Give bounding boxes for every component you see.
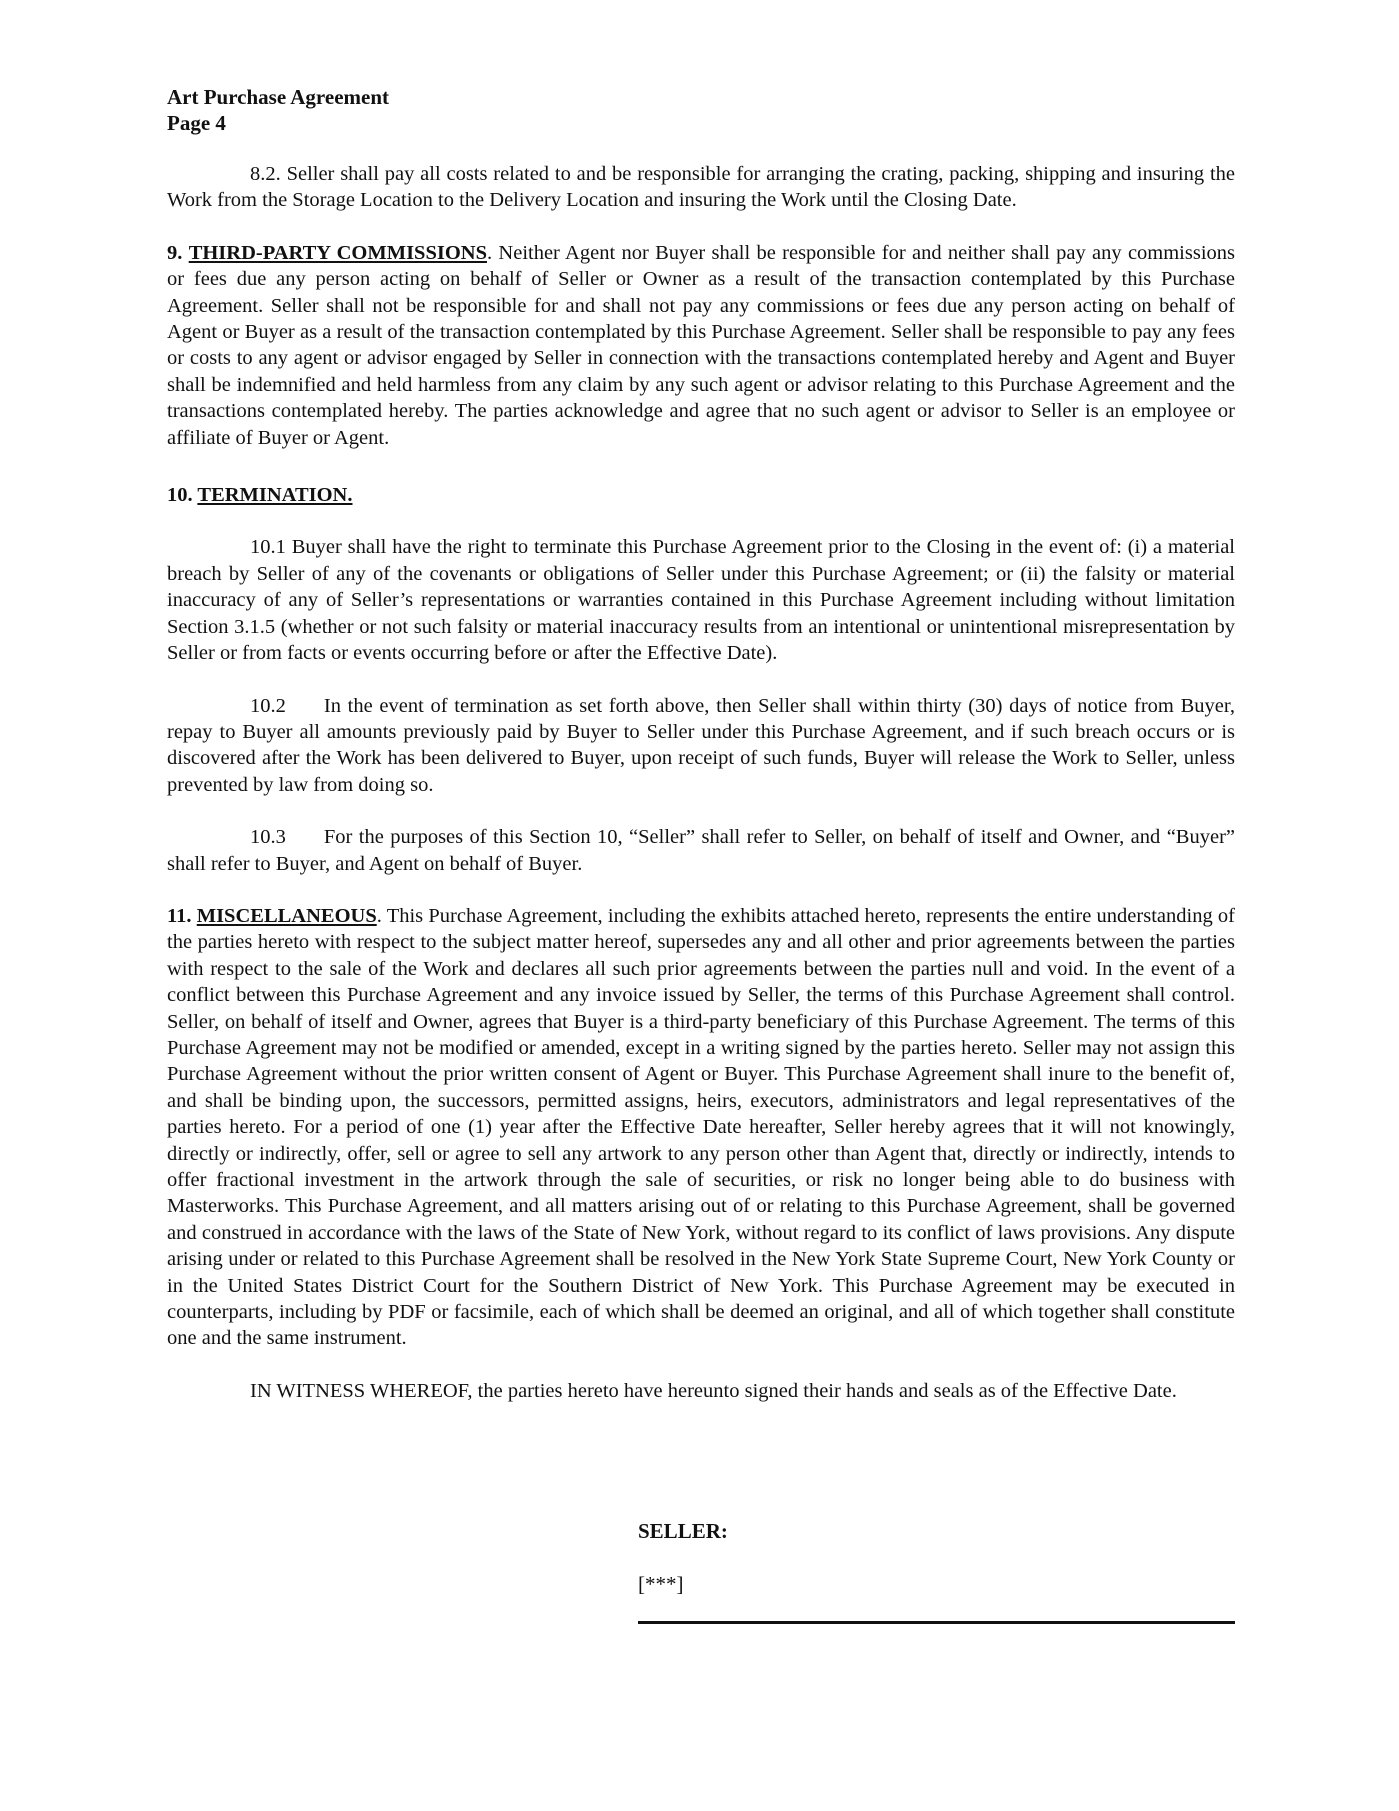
section-10-3-number: 10.3 [250,826,286,849]
witness-paragraph: IN WITNESS WHEREOF, the parties hereto have hereunto signed their hands and seals as of the Effective Date. [250,1379,1177,1402]
section-10-2-number: 10.2 [250,694,286,717]
section-10-2-paragraph [167,693,1235,799]
section-10-title: TERMINATION. [197,484,353,507]
section-8-2-paragraph: 8.2. Seller shall pay all costs related to and be responsible for arranging the crating, packing, shipping and insuring the Work from the Storage Location to the Delivery Location and insuring the Work until the Closing Date. [167,163,1235,212]
seller-label: SELLER: [638,1519,728,1543]
section-11-title: MISCELLANEOUS [196,904,377,927]
section-9-title: THIRD-PARTY COMMISSIONS [188,241,487,264]
section-11-number: 11. [167,904,192,927]
document-title: Art Purchase Agreement [167,85,389,109]
section-10-1-paragraph: 10.1 Buyer shall have the right to terminate this Purchase Agreement prior to the Closing in the event of: (i) a material breach by Seller of any of the covenants or obligations of Seller under this Purchase Agreement; or (ii) the falsity or material inaccuracy of any of Seller’s representations or warranties contained in this Purchase Agreement including without limitation Section 3.1.5 (whether or not such falsity or material inaccuracy results from an intentional or unintentional misrepresentation by Seller or from facts or events occurring before or after the Effective Date). [167,536,1235,665]
section-10-number: 10. [167,484,193,507]
section-9-text: . Neither Agent nor Buyer shall be responsible for and neither shall pay any commissions or fees due any person acting on behalf of Seller or Owner as a result of the transaction contemplated by this Purchase Agreement. Seller shall not be responsible for and shall not pay any commissions or fees due any person acting on behalf of Agent or Buyer as a result of the transaction contemplated by this Purchase Agreement. Seller shall be responsible to pay any fees or costs to any agent or advisor engaged by Seller in connection with the transactions contemplated hereby and Agent and Buyer shall be indemnified and held harmless from any claim by any such agent or advisor relating to this Purchase Agreement and the transactions contemplated hereby. The parties acknowledge and agree that no such agent or advisor to Seller is an employee or affiliate of Buyer or Agent. [167,241,1236,449]
section-9-paragraph [167,240,1235,451]
section-10-3-text: For the purposes of this Section 10, “Seller” shall refer to Seller, on behalf of itself and Owner, and “Buyer” shall refer to Buyer, and Agent on behalf of Buyer. [167,826,1235,875]
section-10-3-paragraph [167,824,1235,877]
section-10-heading [167,482,1235,508]
seller-name: [***] [638,1572,684,1596]
page-number: Page 4 [167,111,226,135]
section-9-number: 9. [167,241,183,264]
section-10-2-text: In the event of termination as set forth above, then Seller shall within thirty (30) days of notice from Buyer, repay to Buyer all amounts previously paid by Buyer to Seller under this Purchase Agreement, and if such breach occurs or is discovered after the Work has been delivered to Buyer, upon receipt of such funds, Buyer will release the Work to Seller, unless prevented by law from doing so. [167,694,1235,796]
section-11-text: . This Purchase Agreement, including the exhibits attached hereto, represents the entire understanding of the parties hereto with respect to the subject matter hereof, supersedes any and all other and prior agreements between the parties with respect to the sale of the Work and declares all such prior agreements between the parties null and void. In the event of a conflict between this Purchase Agreement and any invoice issued by Seller, the terms of this Purchase Agreement shall control. Seller, on behalf of itself and Owner, agrees that Buyer is a third-party beneficiary of this Purchase Agreement. The terms of this Purchase Agreement may not be modified or amended, except in a writing signed by the parties hereto. Seller may not assign this Purchase Agreement without the prior written consent of Agent or Buyer. This Purchase Agreement shall inure to the benefit of, and shall be binding upon, the successors, permitted assigns, heirs, executors, administrators and legal representatives of the parties hereto. For a period of one (1) year after the Effective Date hereafter, Seller hereby agrees that it will not knowingly, directly or indirectly, offer, sell or agree to sell any artwork to any person other than Agent that, directly or indirectly, intends to offer fractional investment in the artwork through the sale of securities, or risk no longer being able to do business with Masterworks. This Purchase Agreement, and all matters arising out of or relating to this Purchase Agreement, shall be governed and construed in accordance with the laws of the State of New York, without regard to its conflict of laws provisions. Any dispute arising under or related to this Purchase Agreement shall be resolved in the New York State Supreme Court, New York County or in the United States District Court for the Southern District of New York. This Purchase Agreement may be executed in counterparts, including by PDF or facsimile, each of which shall be deemed an original, and all of which together shall constitute one and the same instrument. [167,904,1236,1350]
signature-block [638,1518,1235,1597]
signature-line [638,1621,1235,1624]
document-body [167,84,1235,1404]
section-11-paragraph [167,903,1235,1352]
